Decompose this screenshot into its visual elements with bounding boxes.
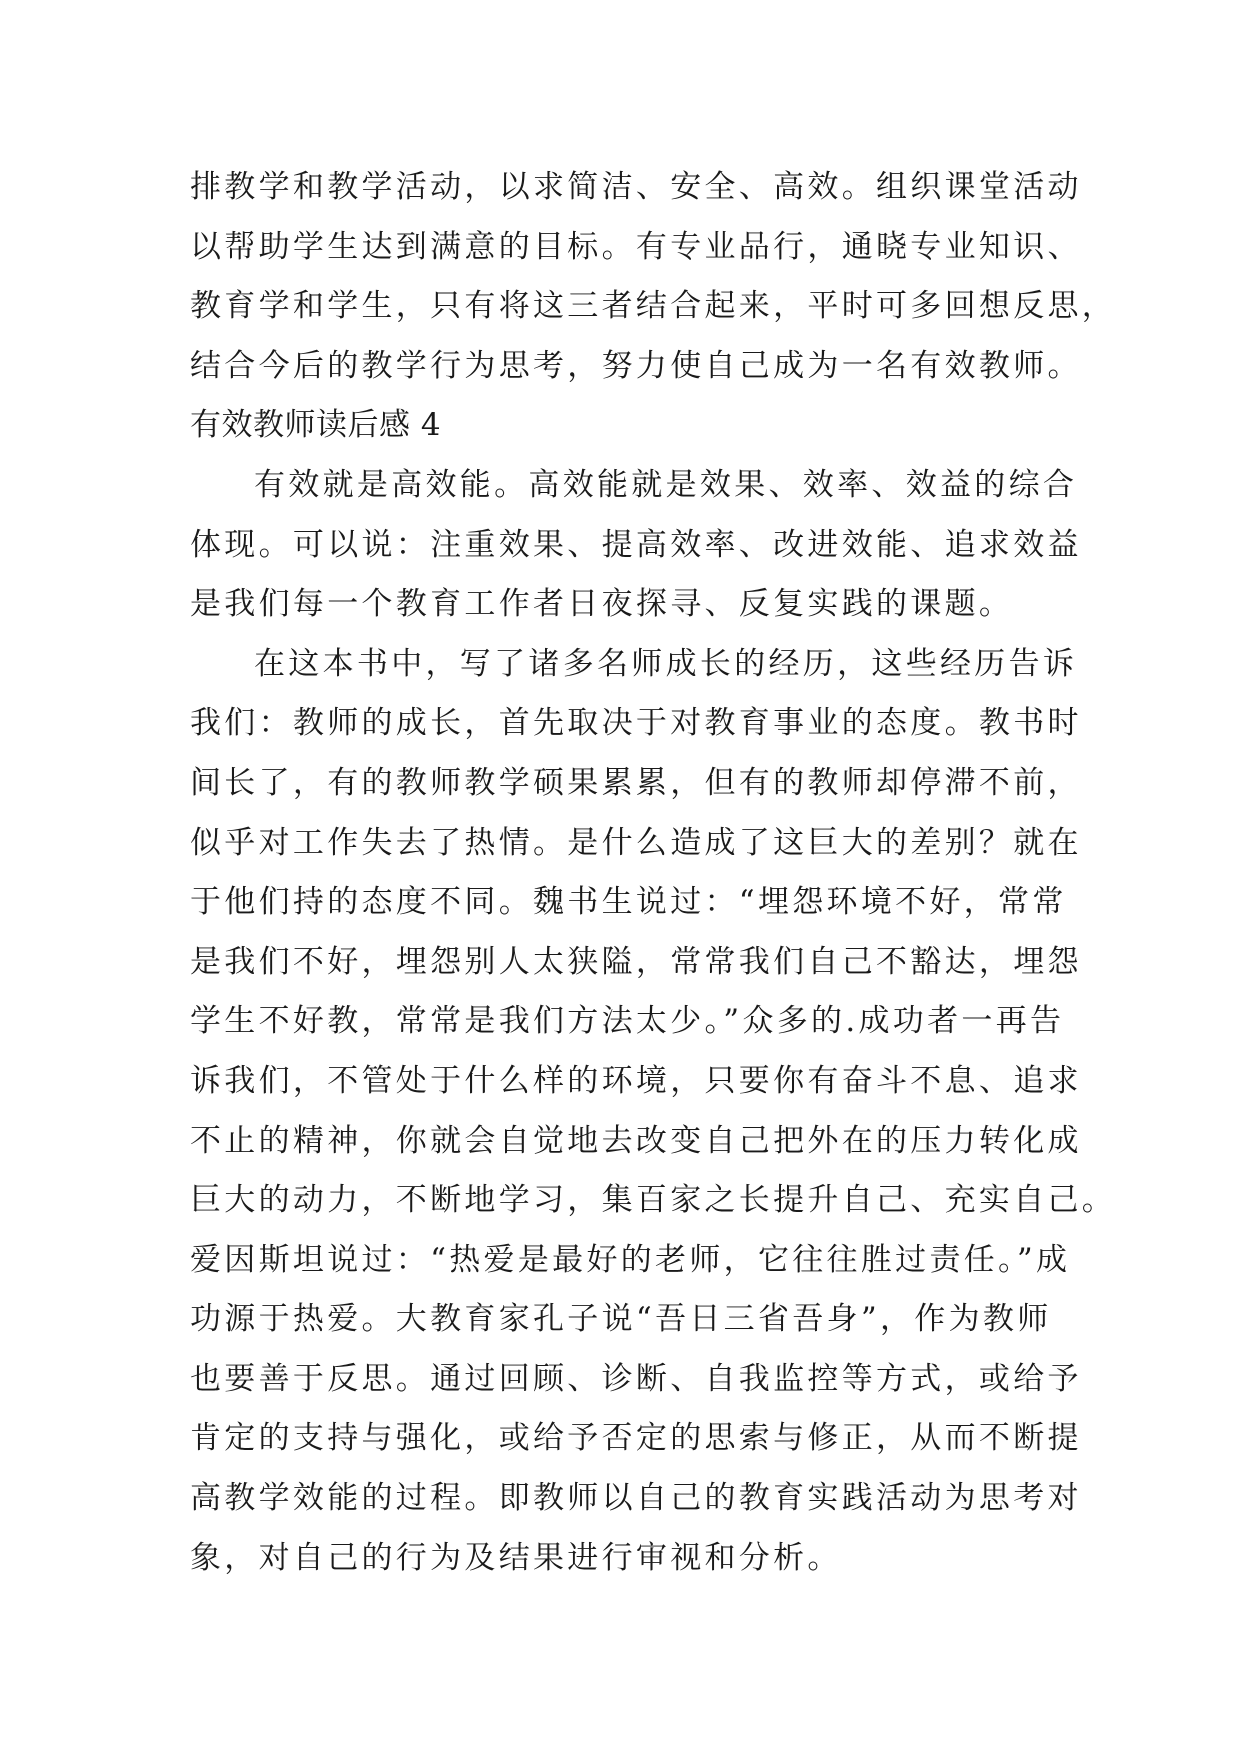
text-line: 似乎对工作失去了热情。是什么造成了这巨大的差别？就在 (190, 824, 1082, 861)
text-line: 不止的精神，你就会自觉地去改变自己把外在的压力转化成 (190, 1122, 1082, 1159)
text-line: 象，对自己的行为及结果进行审视和分析。 (190, 1539, 842, 1576)
text-line: 我们：教师的成长，首先取决于对教育事业的态度。教书时 (190, 705, 1082, 742)
text-line: 间长了，有的教师教学硕果累累，但有的教师却停滞不前， (190, 764, 1082, 801)
text-line: 高教学效能的过程。即教师以自己的教育实践活动为思考对 (190, 1480, 1082, 1517)
text-line: 结合今后的教学行为思考，努力使自己成为一名有效教师。 (190, 347, 1082, 384)
text-line: 排教学和教学活动，以求简洁、安全、高效。组织课堂活动 (190, 169, 1082, 205)
text-line: 是我们每一个教育工作者日夜探寻、反复实践的课题。 (190, 586, 1014, 623)
text-line: 诉我们，不管处于什么样的环境，只要你有奋斗不息、追求 (190, 1062, 1082, 1099)
paragraph-first-line: 在这本书中，写了诸多名师成长的经历，这些经历告诉 (254, 645, 1078, 682)
text-line: 以帮助学生达到满意的目标。有专业品行，通晓专业知识、 (190, 228, 1082, 265)
section-heading: 有效教师读后感 4 (190, 407, 442, 444)
text-line: 是我们不好，埋怨别人太狭隘，常常我们自己不豁达，埋怨 (190, 943, 1082, 980)
text-line: 教育学和学生，只有将这三者结合起来，平时可多回想反思， (190, 288, 1117, 325)
text-line: 也要善于反思。通过回顾、诊断、自我监控等方式，或给予 (190, 1360, 1082, 1397)
text-line: 体现。可以说：注重效果、提高效率、改进效能、追求效益 (190, 526, 1082, 563)
text-line: 肯定的支持与强化，或给予否定的思索与修正，从而不断提 (190, 1420, 1082, 1457)
document-body (190, 158, 1117, 1588)
text-line: 爱因斯坦说过：“热爱是最好的老师，它往往胜过责任。”成 (190, 1241, 1071, 1278)
text-line: 巨大的动力，不断地学习，集百家之长提升自己、充实自己。 (190, 1182, 1117, 1219)
text-line: 功源于热爱。大教育家孔子说“吾日三省吾身”，作为教师 (190, 1301, 1052, 1338)
text-line: 学生不好教，常常是我们方法太少。”众多的.成功者一再告 (190, 1003, 1065, 1040)
text-line: 于他们持的态度不同。魏书生说过：“埋怨环境不好，常常 (190, 884, 1067, 921)
paragraph-first-line: 有效就是高效能。高效能就是效果、效率、效益的综合 (254, 466, 1078, 503)
